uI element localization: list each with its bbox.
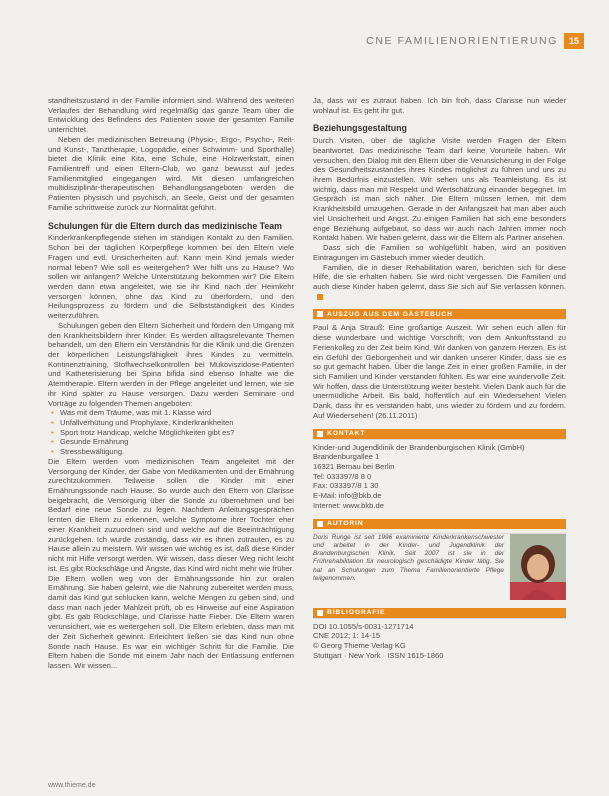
paragraph: Kinderkrankenpflegende stehen im ständigen Kontakt zu den Familien. Schon bei der täglichen Körperpflege kommen bei den Eltern viele Fragen und evtl. Unsicherheiten auf: Kann mein Kind jemals wieder normal leben? Wie soll es weitergehen? Wer hilft uns zu Hause? Wo sollen wir anfangen? Welche Unterstützung bekommen wir? Die Eltern werden dann etwa angeleitet, wie sie ihr Kind nach der Heimkehr versorgen können, ohne das Kind zu überfordern, und den Heilungsprozess zu fördern und die Selbstständigkeit des Kindes weiterzuführen. [48,233,294,321]
contact-line: Fax: 033397/8 1 30 [313,481,379,491]
page-number: 15 [564,33,584,49]
guestbook-box [313,319,566,420]
square-icon [317,610,323,616]
paragraph: Neben der medizinischen Betreuung (Physio-, Ergo-, Psycho-, Reit- und Kunst-, Tanztherapie, Logopädie, einer Schwimm- und Sporthalle) bietet die Klinik eine Kita, eine Schule, eine Holzwerkstatt, einen Familientreff und einen Eltern-Club, wo ganz bewusst auf jedes Familienmitglied eingegangen wird. Mit diesen umfangreichen multidisziplinär-therapeutischen Behandlungsangeboten werden die Patienten physisch und psychisch, an Seele, Geist und der gesamten Familie schrittweise zurück zur Normalität geführt. [48,134,294,212]
author-bio: Doris Runge ist seit 1996 examinierte Kinderkrankenschwester und arbeitet in der Kinder- und Jugendklinik der Brandenburgischen Klinik. Seit 2007 ist sie in der Frührehabilitation für neurologisch geschädigte Kinder tätig. Sie hat an Schulungen zum Thema Familienorientierte Pflege teilgenommen. [313,533,504,583]
section-heading: Schulungen für die Eltern durch das medizinische Team [48,220,282,231]
running-header [366,33,584,49]
header-title: CNE FAMILIENORIENTIERUNG [366,35,558,47]
left-column [48,96,294,719]
section-heading: Beziehungsgestaltung [313,123,407,134]
contact-line: 16321 Bernau bei Berlin [313,462,395,471]
biblio-line: Stuttgart · New York · ISSN 1615-1860 [313,650,444,660]
paragraph-text: Familien, die in dieser Rehabilitation waren, berichten sich für diese Hilfe, die sie erhalten haben. Sie wird nicht vergessen. Die Familien und auch diese Kinder haben gelernt, dass Sie sich auf Sie verlassen können. [313,262,566,291]
list-item: • Gesunde Ernährung [60,437,294,447]
right-column [313,96,566,660]
list-item: • Stressbewältigung. [60,447,294,457]
contact-line: Brandenburgallee 1 [313,452,380,462]
square-icon [317,521,323,527]
paragraph: standheitszustand in der Familie informiert sind. Während des weiteren Verlaufes der Behandlung wird regelmäßig das ganze Team über die Entwicklung des Befindens des Patienten sowie der gesamten Familie unterrichtet. [48,96,294,135]
paragraph: Die Eltern werden vom medizinischen Team angeleitet mit der Versorgung der Kinder, der Gabe von Medikamenten und der Ernährung zurechtzukommen. Teilweise sollen die Kinder mit einer Ernährungssonde nach Hause. So wurde auch den Eltern von Clarisse beigebracht, die Versorgung über die Sonde zu übernehmen und bei Bedarf eine neue Sonde zu legen. Nachdem Anleitungsgesprächen lernten die Eltern zu erkennen, welche Symptome ihrer Tochter eher einer Krankheit zuzuordnen sind und welche auf die Beeinträchtigung zurückgehen. Ich wurde zuständig, dass wir es ihnen zutrauten, es zu Hause allein zu meistern. Wir wissen wie wichtig es ist, daß diese Kinder nicht mit Hilfe versorgt werden. Wir wissen, dass dieser Weg nicht leicht ist. Es gibt Rückschläge und Ängste, das Kind wird nicht mehr wie früher. Die Eltern wollen weg von der Ernährungssonde hin zur oralen Ernährung. Sie haben gelernt, wie die Nahrung zubereitet werden muss, damit das Kind gut schlucken kann, welche Mengen zu geben sind, und dass man nach jeder Mahlzeit prüft, ob es Hinweise auf eine Aspiration gibt. Es gab Rückschläge, und Clarisse hatte Fieber. Die Eltern waren verunsichert, wie es weitergehen soll. Die Eltern erlebten, dass man mit der Zeit Sicherheit gewinnt. Erleichtert ließen sie das Kind nun ohne Sonde nach Hause. Es war ein wichtiger Schritt für die Familie. Die Eltern haben die Sonde mit einem Jahr nach der Entlassung entfernen lassen. Wir wissen... [48,456,294,670]
paragraph: Ja, dass wir es zutraut haben. Ich bin froh, dass Clarisse nun wieder wohlauf ist. Es geht ihr gut. [313,96,566,115]
contact-bar [313,429,566,439]
bibliography-box [313,618,566,661]
biblio-line: DOI 10.1055/s-0031-1271714 [313,621,414,631]
bar-title: AUSZUG AUS DEM GÄSTEBUCH [327,310,453,318]
square-icon [317,311,323,317]
author-bar [313,519,566,529]
contact-box [313,439,566,511]
list-item: • Sport trotz Handicap, welche Möglichkeiten gibt es? [60,428,294,438]
bar-title: AUTORIN [327,519,364,527]
contact-line: Kinder-und Jugendklinik der Brandenburgischen Klinik (GmbH) [313,442,525,452]
footer-url: www.thieme.de [48,782,96,789]
list-item: • Unfallverhütung und Prophylaxe, Kinderkrankheiten [60,418,294,428]
topic-list [48,408,294,457]
contact-line: Internet: www.bkb.de [313,500,384,510]
paragraph: Schulungen geben den Eltern Sicherheit und fördern den Umgang mit den Krankheitsbildern ihrer Kinder. Es werden alltagsrelevante Themen behandelt, um den Eltern ein Verständnis für die Klinik und die Grenzen der körperlichen Leistungsfähigkeit ihres Kindes zu vermitteln. Kontinenztraining, Stoffwechselkontrollen bei Mukoviszidose-Patienten und Katheterisierung bei Spina bifida sind ebenso Inhalte wie die Atemtherapie. Eltern werden in der Pflege angeleitet und lernen, wie sie ihr Kind später zu Hause versorgen. Dazu werden Seminare und Vorträge zu folgenden Themen angeboten: [48,320,294,408]
paragraph [313,263,566,302]
bar-title: KONTAKT [327,429,366,437]
paragraph: Dass sich die Familien so wohlgefühlt haben, wird an positiven Eintragungen im Gästebuch immer wieder deutlich. [313,243,566,262]
guestbook-text: Paul & Anja Strauß: Eine großartige Auszeit. Wir sehen euch allen für diese wunderbare und wichtige Vorschrift; von dem Ankunftsstand zu Ferienkolleg zu der Zeit beim Kind. Wir danken von ganzem Herzen. Es ist ein Gefühl der Geborgenheit und wir danken unserer Kinder, dass sie es so gut gemacht haben. Über die lange Zeit in einer großen Familie, in der sich Familien und Kinder verstanden fühlten. Es war eine wundervolle Zeit. Wir hoffen, dass die Unterstützung weiter besteht. Vielen Dank auch für die unermüdliche Arbeit. Bis bald, hoffentlich auf ein Wiedersehen! Vielen Dank, dass ihr es verstanden habt, uns wieder zu fördern und zu fordern. Auf Wiedersehen! (26.11.2011) [313,323,566,420]
contact-line: Tel: 033397/8 8 0 [313,471,372,481]
author-box [313,533,566,600]
biblio-line: © Georg Thieme Verlag KG [313,641,406,651]
guestbook-bar [313,309,566,319]
paragraph: Durch Visiten, über die tägliche Visite werden Fragen der Eltern beantwortet. Das medizinische Team darf keine Vorurteile haben. Wir versuchen, den Dialog mit den Eltern über die Verunsicherung in der Folge des Gesundheitszustandes ihres Kindes möglichst zu führen und uns zu ihrem Bedürfnis einzustellen. Wir sehen uns als Teamleistung. Es ist wichtig, dass man mit Respekt und Wertschätzung einander begegnet. Im Gespräch ist man sich näher. Die Eltern müssen lernen, mit dem Krankheitsbild umzugehen. Gerade in der Anfangszeit hat man aber auch viel Unsicherheit und Angst. Zu einigen Familien hat sich eine besonders enge Beziehung aufgebaut, so dass wir auch nach Jahren immer noch Kontakt haben. Wir haben gelernt, dass wir die Eltern als Partner ansehen. [313,136,566,243]
author-photo [510,534,566,600]
end-mark-icon [317,294,323,300]
biblio-line: CNE 2012; 1: 14-15 [313,631,381,641]
square-icon [317,431,323,437]
contact-line: E-Mail: info@bkb.de [313,491,382,501]
list-item: • Was mit dem Träume, was mit 1. Klasse wird [60,408,294,418]
bar-title: BIBLIOGRAFIE [327,608,386,616]
bibliography-bar [313,608,566,618]
